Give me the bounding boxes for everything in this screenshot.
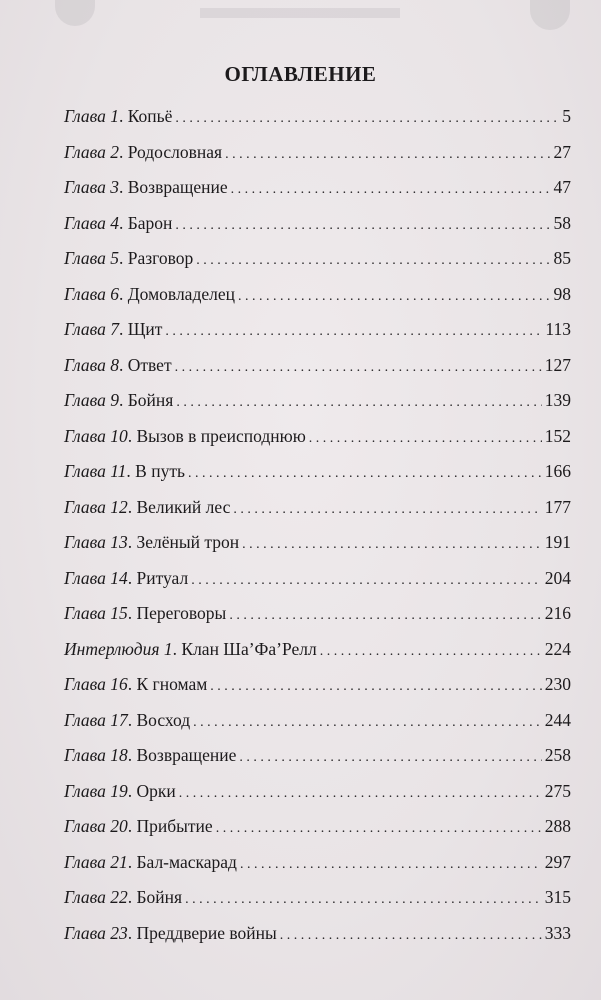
- toc-entry: [64, 809, 571, 845]
- chapter-title: Клан Ша’Фа’Релл: [181, 638, 317, 659]
- chapter-number: Глава 3: [64, 177, 119, 197]
- dot-leader: [320, 634, 542, 670]
- separator: .: [127, 816, 137, 836]
- dot-leader: [280, 918, 542, 954]
- toc-entry: [64, 845, 571, 881]
- chapter-number: Глава 7: [64, 319, 119, 339]
- toc-entry-label: [64, 703, 190, 739]
- page-number: 216: [544, 603, 571, 623]
- separator: .: [127, 922, 137, 943]
- toc-entry-label: [64, 312, 162, 348]
- page-number: 47: [553, 177, 571, 197]
- dot-leader: [210, 669, 541, 705]
- chapter-title: Барон: [127, 212, 173, 233]
- toc-entry-label: [64, 774, 176, 810]
- dot-leader: [179, 776, 542, 812]
- toc-entry: [64, 383, 571, 419]
- toc-entry: [64, 632, 571, 668]
- separator: .: [118, 248, 128, 268]
- chapter-title: Бал-маскарад: [136, 851, 237, 872]
- bleed-mark: [530, 0, 570, 30]
- separator: .: [127, 567, 137, 588]
- chapter-number: Глава 8: [64, 354, 119, 375]
- separator: .: [127, 745, 137, 765]
- page-number: 244: [544, 709, 571, 730]
- toc-entry: [64, 916, 571, 952]
- dot-leader: [175, 350, 542, 386]
- chapter-title: Прибытие: [136, 816, 213, 836]
- toc-entry-label: [64, 525, 239, 561]
- separator: .: [118, 212, 128, 233]
- toc-entry-label: [64, 490, 230, 526]
- chapter-title: Возвращение: [127, 177, 228, 197]
- toc-entry-label: [64, 170, 228, 206]
- toc-entry: [64, 277, 571, 313]
- page-number: 85: [553, 248, 571, 268]
- page-number: 224: [544, 638, 571, 659]
- chapter-title: Разговор: [127, 248, 194, 268]
- separator: .: [127, 780, 137, 801]
- chapter-number: Глава 18: [64, 745, 128, 765]
- page-number: 58: [553, 212, 571, 233]
- page-number: 230: [544, 674, 571, 694]
- toc-entry-label: [64, 845, 237, 881]
- chapter-number: Глава 13: [64, 532, 128, 552]
- page-number: 191: [544, 532, 571, 552]
- toc-entry: [64, 241, 571, 277]
- toc-entry-label: [64, 916, 277, 952]
- separator: .: [118, 177, 128, 197]
- toc-entry: [64, 312, 571, 348]
- dot-leader: [216, 811, 542, 847]
- page-number: 5: [562, 106, 571, 126]
- page-number: 315: [544, 887, 571, 907]
- page-number: 333: [544, 922, 571, 943]
- table-of-contents: [64, 99, 571, 951]
- show-through-print: [0, 0, 601, 40]
- page-number: 27: [553, 141, 571, 162]
- chapter-number: Глава 2: [64, 141, 119, 162]
- chapter-number: Глава 17: [64, 709, 128, 730]
- toc-entry: [64, 348, 571, 384]
- chapter-title: Возвращение: [136, 745, 237, 765]
- chapter-number: Глава 5: [64, 248, 119, 268]
- dot-leader: [225, 137, 550, 173]
- toc-entry-label: [64, 596, 226, 632]
- chapter-title: Зелёный трон: [136, 532, 240, 552]
- toc-entry-label: [64, 241, 193, 277]
- separator: .: [127, 496, 137, 517]
- chapter-title: Великий лес: [136, 496, 231, 517]
- page-number: 152: [544, 425, 571, 446]
- chapter-title: Бойня: [136, 887, 183, 907]
- toc-entry-label: [64, 383, 173, 419]
- chapter-title: Ритуал: [136, 567, 189, 588]
- chapter-title: Копьё: [127, 106, 173, 126]
- toc-entry: [64, 561, 571, 597]
- dot-leader: [238, 279, 551, 315]
- page-number: 113: [545, 319, 571, 339]
- toc-entry-label: [64, 206, 172, 242]
- toc-entry: [64, 880, 571, 916]
- dot-leader: [165, 314, 542, 350]
- toc-entry-label: [64, 277, 235, 313]
- separator: .: [127, 425, 137, 446]
- dot-leader: [175, 208, 550, 244]
- chapter-number: Глава 22: [64, 887, 128, 907]
- chapter-number: Глава 9: [64, 390, 119, 410]
- toc-entry-label: [64, 99, 172, 135]
- toc-entry-label: [64, 632, 317, 668]
- page-number: 297: [544, 851, 571, 872]
- dot-leader: [191, 563, 542, 599]
- separator: .: [118, 141, 128, 162]
- toc-entry-label: [64, 454, 185, 490]
- chapter-number: Глава 11: [64, 461, 127, 481]
- chapter-title: Преддверие войны: [136, 922, 277, 943]
- chapter-number: Глава 21: [64, 851, 128, 872]
- dot-leader: [175, 101, 559, 137]
- page-number: 288: [544, 816, 571, 836]
- page-number: 204: [544, 567, 571, 588]
- dot-leader: [185, 882, 542, 918]
- chapter-number: Интерлюдия 1: [64, 638, 173, 659]
- page-number: 166: [544, 461, 571, 481]
- toc-entry: [64, 596, 571, 632]
- separator: .: [118, 319, 128, 339]
- toc-entry-label: [64, 135, 222, 171]
- chapter-title: Восход: [136, 709, 191, 730]
- chapter-title: Переговоры: [136, 603, 227, 623]
- separator: .: [118, 283, 128, 304]
- chapter-number: Глава 16: [64, 674, 128, 694]
- chapter-number: Глава 19: [64, 780, 128, 801]
- chapter-title: Бойня: [127, 390, 174, 410]
- toc-entry-label: [64, 667, 207, 703]
- toc-entry-label: [64, 738, 236, 774]
- page-number: 98: [553, 283, 571, 304]
- toc-entry: [64, 490, 571, 526]
- separator: .: [127, 674, 137, 694]
- page-number: 177: [544, 496, 571, 517]
- chapter-number: Глава 20: [64, 816, 128, 836]
- separator: .: [127, 887, 137, 907]
- toc-entry: [64, 419, 571, 455]
- chapter-number: Глава 6: [64, 283, 119, 304]
- separator: .: [127, 603, 137, 623]
- dot-leader: [196, 243, 550, 279]
- toc-entry: [64, 738, 571, 774]
- toc-entry: [64, 135, 571, 171]
- toc-entry-label: [64, 809, 213, 845]
- dot-leader: [229, 598, 541, 634]
- toc-entry: [64, 170, 571, 206]
- toc-entry: [64, 667, 571, 703]
- dot-leader: [309, 421, 542, 457]
- chapter-title: Вызов в преисподнюю: [136, 425, 306, 446]
- toc-entry-label: [64, 880, 182, 916]
- chapter-number: Глава 1: [64, 106, 119, 126]
- separator: .: [127, 709, 137, 730]
- dot-leader: [240, 847, 542, 883]
- dot-leader: [242, 527, 542, 563]
- toc-entry-label: [64, 348, 172, 384]
- toc-entry: [64, 774, 571, 810]
- dot-leader: [188, 456, 542, 492]
- toc-entry-label: [64, 419, 306, 455]
- bleed-mark: [55, 0, 95, 26]
- separator: .: [127, 851, 137, 872]
- chapter-title: Ответ: [127, 354, 172, 375]
- separator: .: [127, 532, 137, 552]
- chapter-number: Глава 23: [64, 922, 128, 943]
- chapter-number: Глава 12: [64, 496, 128, 517]
- separator: .: [118, 354, 128, 375]
- chapter-title: К гномам: [136, 674, 208, 694]
- page-number: 139: [544, 390, 571, 410]
- separator: .: [118, 106, 128, 126]
- toc-entry: [64, 454, 571, 490]
- toc-entry: [64, 99, 571, 135]
- bleed-mark: [200, 8, 400, 18]
- separator: .: [118, 390, 128, 410]
- page-number: 127: [544, 354, 571, 375]
- page-number: 258: [544, 745, 571, 765]
- toc-entry: [64, 525, 571, 561]
- dot-leader: [231, 172, 551, 208]
- chapter-title: Щит: [127, 319, 163, 339]
- chapter-number: Глава 14: [64, 567, 128, 588]
- chapter-title: В путь: [135, 461, 185, 481]
- dot-leader: [193, 705, 542, 741]
- separator: .: [126, 461, 136, 481]
- toc-entry: [64, 703, 571, 739]
- toc-entry-label: [64, 561, 188, 597]
- chapter-title: Домовладелец: [127, 283, 235, 304]
- chapter-number: Глава 10: [64, 425, 128, 446]
- chapter-title: Родословная: [127, 141, 223, 162]
- chapter-number: Глава 4: [64, 212, 119, 233]
- dot-leader: [233, 492, 541, 528]
- chapter-title: Орки: [136, 780, 176, 801]
- separator: .: [172, 638, 182, 659]
- dot-leader: [176, 385, 541, 421]
- toc-heading: ОГЛАВЛЕНИЕ: [224, 62, 377, 86]
- toc-entry: [64, 206, 571, 242]
- dot-leader: [239, 740, 541, 776]
- chapter-number: Глава 15: [64, 603, 128, 623]
- page-number: 275: [544, 780, 571, 801]
